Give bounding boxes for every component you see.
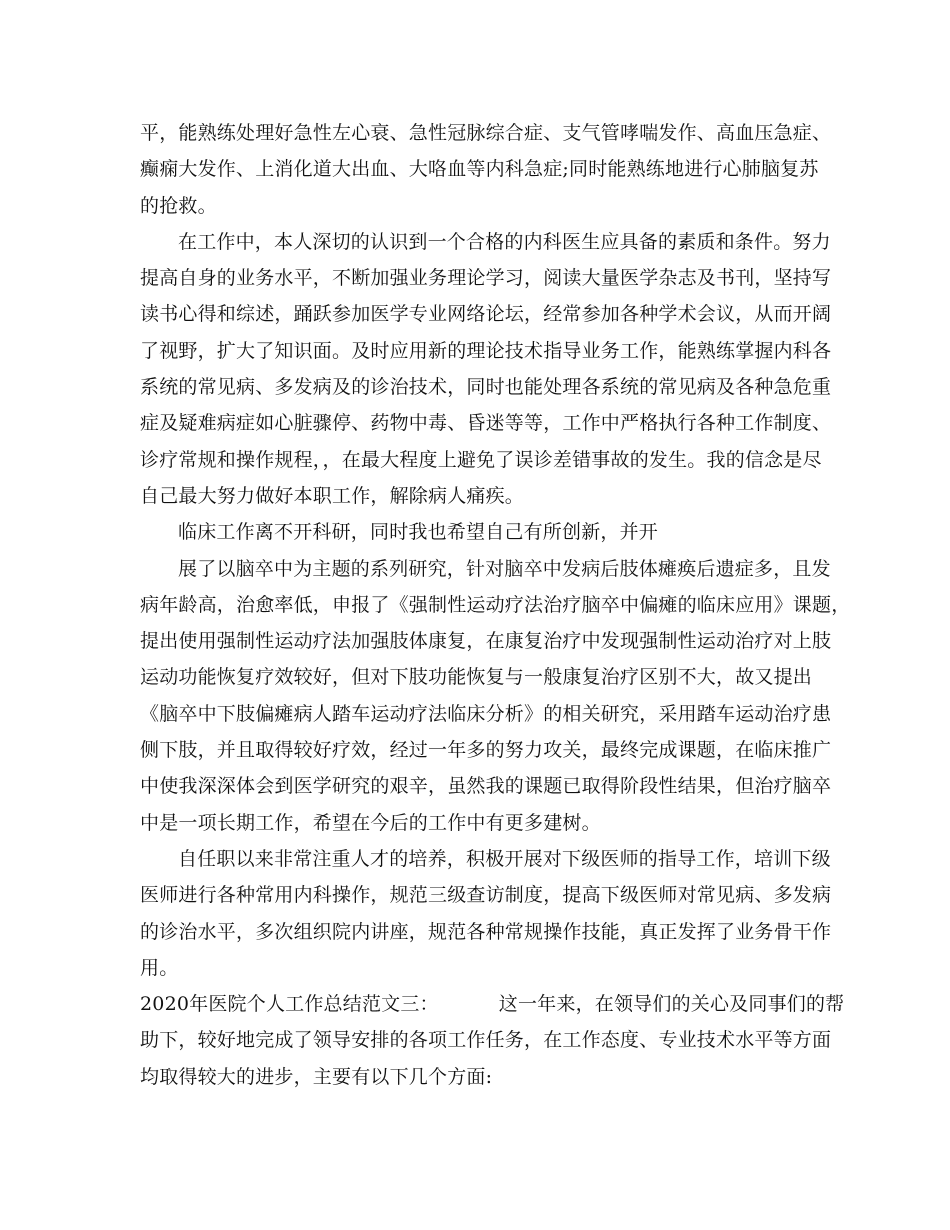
text-line: 中使我深深体会到医学研究的艰辛，虽然我的课题已取得阶段性结果，但治疗脑卒 — [140, 775, 832, 798]
section-heading-line — [140, 986, 845, 1022]
text-line: 提出使用强制性运动疗法加强肢体康复，在康复治疗中发现强制性运动治疗对上肢 — [140, 630, 832, 653]
section-heading-rest: 这一年来，在领导们的关心及同事们的帮 — [498, 993, 845, 1016]
text-line: 平，能熟练处理好急性左心衰、急性冠脉综合症、支气管哮喘发作、高血压急症、 — [140, 122, 832, 144]
text-line: 的诊治水平，多次组织院内讲座，规范各种常规操作技能，真正发挥了业务骨干作 — [140, 920, 832, 943]
text-line: 自己最大努力做好本职工作，解除病人痛疾。 — [140, 484, 525, 507]
paragraph-start-line: 在工作中，本人深切的认识到一个合格的内科医生应具备的素质和条件。努力 — [178, 230, 831, 253]
text-line: 癫痫大发作、上消化道大出血、大咯血等内科急症;同时能熟练地进行心肺脑复苏 — [140, 158, 819, 181]
section-heading-title: 2020年医院个人工作总结范文三： — [140, 993, 439, 1016]
paragraph-start-line: 临床工作离不开科研，同时我也希望自己有所创新，并开 — [178, 521, 659, 544]
text-line: 均取得较大的进步，主要有以下几个方面: — [140, 1065, 493, 1088]
text-line: 运动功能恢复疗效较好，但对下肢功能恢复与一般康复治疗区别不大，故又提出 — [140, 666, 813, 689]
text-line: 系统的常见病、多发病及的诊治技术，同时也能处理各系统的常见病及各种急危重 — [140, 376, 832, 399]
text-line: 侧下肢，并且取得较好疗效，经过一年多的努力攻关，最终完成课题，在临床推广 — [140, 739, 832, 762]
text-line: 助下，较好地完成了领导安排的各项工作任务，在工作态度、专业技术水平等方面 — [140, 1029, 832, 1052]
document-body — [140, 115, 851, 1095]
text-line: 诊疗常规和操作规程，，在最大程度上避免了误诊差错事故的发生。我的信念是尽 — [140, 448, 822, 471]
text-line: 用。 — [140, 956, 179, 979]
text-line: 了视野，扩大了知识面。及时应用新的理论技术指导业务工作，能熟练掌握内科各 — [140, 339, 832, 362]
text-line: 病年龄高，治愈率低，申报了《强制性运动疗法治疗脑卒中偏瘫的临床应用》课题， — [140, 593, 851, 616]
text-line: 《脑卒中下肢偏瘫病人踏车运动疗法临床分析》的相关研究，采用踏车运动治疗患 — [140, 702, 832, 725]
text-line: 提高自身的业务水平，不断加强业务理论学习，阅读大量医学杂志及书刊，坚持写 — [140, 267, 832, 290]
text-line: 中是一项长期工作，希望在今后的工作中有更多建树。 — [140, 811, 601, 834]
text-line: 读书心得和综述，踊跃参加医学专业网络论坛，经常参加各种学术会议，从而开阔 — [140, 303, 832, 326]
paragraph-start-line: 自任职以来非常注重人才的培养，积极开展对下级医师的指导工作，培训下级 — [178, 847, 831, 870]
text-line: 医师进行各种常用内科操作，规范三级查访制度，提高下级医师对常见病、多发病 — [140, 884, 832, 907]
text-line: 的抢救。 — [140, 194, 217, 217]
text-line: 症及疑难病症如心脏骤停、药物中毒、昏迷等等，工作中严格执行各种工作制度、 — [140, 412, 832, 435]
paragraph-start-line: 展了以脑卒中为主题的系列研究，针对脑卒中发病后肢体瘫痪后遗症多，且发 — [178, 557, 831, 580]
